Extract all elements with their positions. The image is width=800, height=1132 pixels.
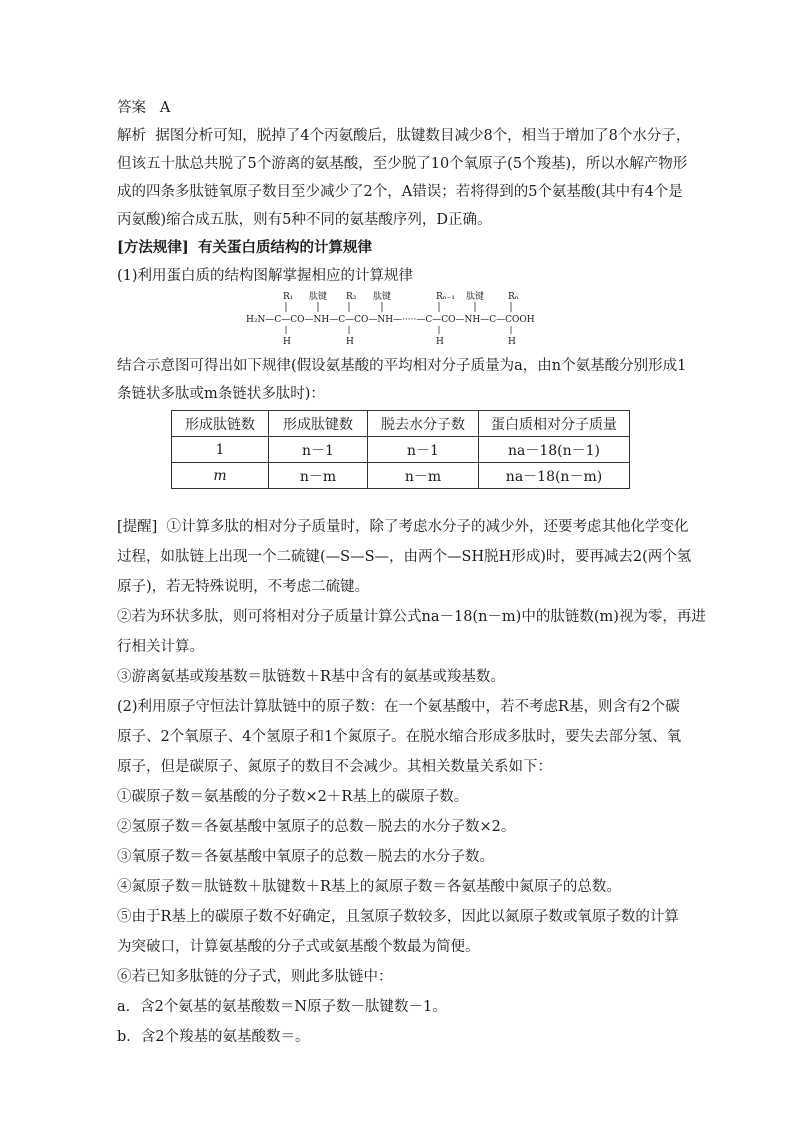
section2-line-5: ②氢原子数＝各氨基酸中氢原子的总数－脱去的水分子数×2。 (117, 819, 516, 835)
r1-label: R₁ (283, 292, 294, 302)
h1-label: H (283, 337, 291, 346)
table-cell: n－m (368, 463, 479, 489)
tips-line-6: ③游离氨基或羧基数＝肽链数＋R基中含有的氨基或羧基数。 (117, 669, 505, 685)
rn-label: Rₙ (508, 292, 519, 302)
analysis-line-2: 但该五十肽总共脱了5个游离的氨基酸，至少脱了10个氧原子(5个羧基)，所以水解产物形 (117, 156, 688, 172)
method-heading (117, 234, 692, 262)
lower-text-block (117, 512, 706, 1052)
method-label: [方法规律] (117, 239, 189, 256)
analysis-line-3: 成的四条多肽链氧原子数目至少减少了2个，A错误；若将得到的5个氨基酸(其中有4个是 (117, 184, 683, 200)
section2-line-1: (2)利用原子守恒法计算肽链中的原子数：在一个氨基酸中，若不考虑R基，则含有2个碳 (117, 699, 680, 715)
table-cell: n－m (269, 463, 368, 489)
section1-title: (1)利用蛋白质的结构图解掌握相应的计算规律 (117, 268, 414, 284)
analysis-text: 据图分析可知，脱掉了4个丙氨酸后，肽键数目减少8个，相当于增加了8个水分子， (155, 128, 691, 144)
section2-line-4: ①碳原子数＝氨基酸的分子数×2＋R基上的碳原子数。 (117, 789, 469, 805)
section2-line-11: a．含2个氨基的氨基酸数＝N原子数－肽键数－1。 (117, 999, 447, 1015)
r2-label: R₂ (346, 292, 357, 302)
intro-line-2: 条链状多肽或m条链状多肽时)： (117, 386, 325, 402)
section2-line-8: ⑤由于R基上的碳原子数不好确定，且氢原子数较多，因此以氮原子数或氧原子数的计算 (117, 909, 679, 925)
tips-line-4: ②若为环状多肽，则可将相对分子质量计算公式na－18(n－m)中的肽链数(m)视为零，再进 (117, 609, 706, 625)
analysis-line-1 (117, 122, 692, 150)
analysis-label: 解析 (117, 128, 146, 144)
intro-block (117, 352, 692, 408)
section2-line-9: 为突破口，计算氨基酸的分子式或氨基酸个数最为简便。 (117, 939, 480, 955)
tips-line-5: 行相关计算。 (117, 639, 204, 655)
calculation-table (171, 410, 630, 489)
table-header: 蛋白质相对分子质量 (479, 411, 630, 437)
rn-1-label: Rₙ₋₁ (436, 292, 456, 302)
table-cell: na－18(n－1) (479, 437, 630, 463)
table-header: 形成肽键数 (269, 411, 368, 437)
table-row (172, 463, 630, 489)
table-cell: na－18(n－m) (479, 463, 630, 489)
h3-label: H (436, 337, 444, 346)
method-title: 有关蛋白质结构的计算规律 (197, 239, 372, 256)
table-header: 形成肽链数 (172, 411, 269, 437)
bond-label-2: 肽键 (373, 292, 392, 302)
tips-line-3: 原子)，若无特殊说明，不考虑二硫键。 (117, 579, 370, 595)
section2-line-6: ③氧原子数＝各氨基酸中氧原子的总数－脱去的水分子数。 (117, 849, 494, 865)
top-text-block (117, 94, 692, 290)
table-cell: n－1 (269, 437, 368, 463)
analysis-line-4: 丙氨酸)缩合成五肽，则有5种不同的氨基酸序列，D正确。 (117, 212, 492, 228)
intro-line-1: 结合示意图可得出如下规律(假设氨基酸的平均相对分子质量为a，由n个氨基酸分别形成1 (117, 358, 687, 374)
chain-text: H₂N—C—CO—NH—C—CO—NH—·····—C—CO—NH—C—COOH (246, 315, 535, 325)
table-row (172, 437, 630, 463)
bond-label-1: 肽键 (309, 292, 328, 302)
answer-value: A (159, 100, 171, 116)
table-header-row (172, 411, 630, 437)
tips-line-2: 过程，如肽链上出现一个二硫键(—S—S—，由两个—SH脱H形成)时，要再减去2(两个氢 (117, 549, 692, 565)
h4-label: H (508, 337, 516, 346)
h2-label: H (346, 337, 354, 346)
table-cell: 1 (172, 437, 269, 463)
answer-label: 答案 (117, 100, 146, 116)
answer-line (117, 94, 692, 122)
tips-label: [提醒] (117, 519, 158, 535)
table-header: 脱去水分子数 (368, 411, 479, 437)
tips-text: ①计算多肽的相对分子质量时，除了考虑水分子的减少外，还要考虑其他化学变化 (166, 519, 689, 535)
section2-line-12: b．含2个羧基的氨基酸数＝。 (117, 1029, 310, 1045)
table-cell: n－1 (368, 437, 479, 463)
section2-line-3: 原子，但是碳原子、氮原子的数目不会减少。其相关数量关系如下： (117, 759, 552, 775)
table-cell: m (172, 463, 269, 489)
section2-line-10: ⑥若已知多肽链的分子式，则此多肽链中： (117, 969, 393, 985)
peptide-structure-diagram (240, 290, 570, 346)
section2-line-2: 原子、2个氧原子、4个氢原子和1个氮原子。在脱水缩合形成多肽时，要失去部分氢、氧 (117, 729, 682, 745)
tips-line-1 (117, 512, 692, 542)
bond-label-3: 肽键 (466, 292, 485, 302)
section2-line-7: ④氮原子数＝肽链数＋肽键数＋R基上的氮原子数＝各氨基酸中氮原子的总数。 (117, 879, 621, 895)
